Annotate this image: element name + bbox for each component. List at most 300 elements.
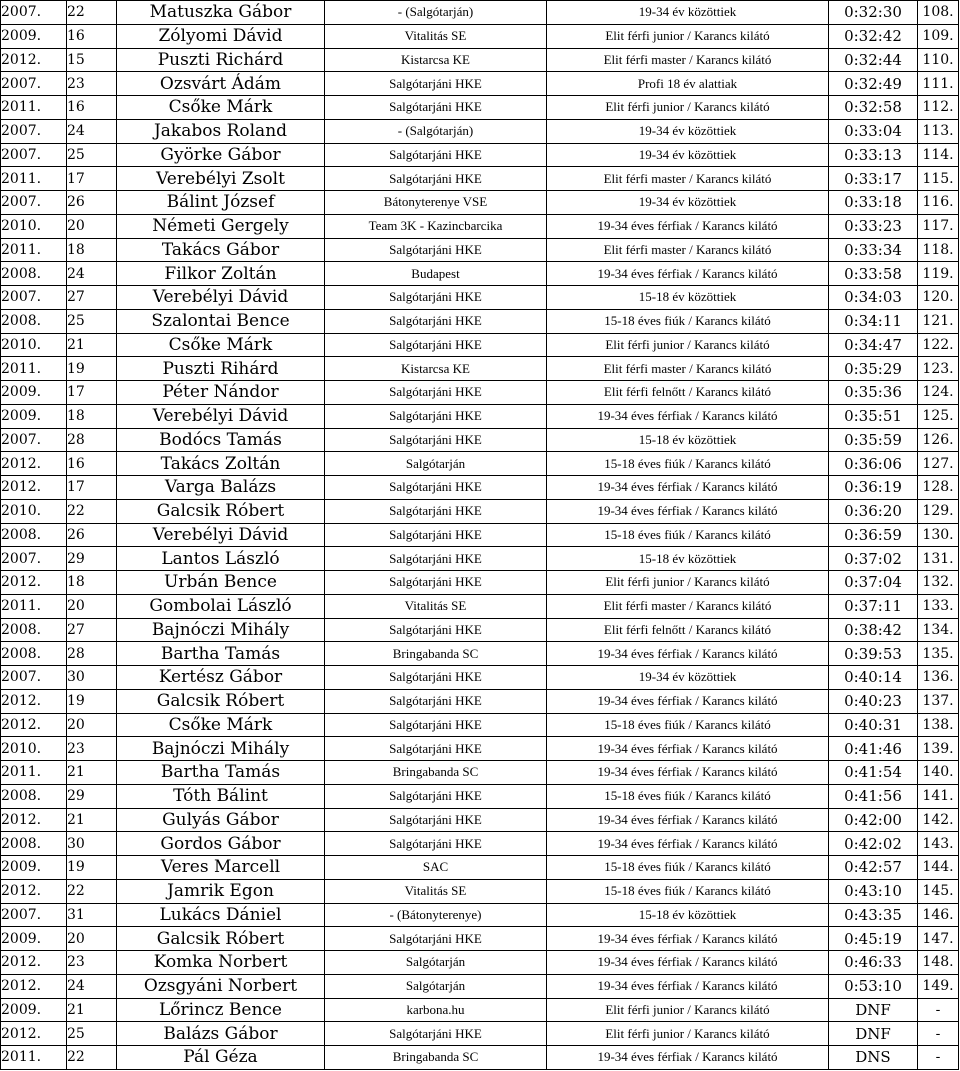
- place-cell: 130.: [918, 523, 959, 547]
- name-cell: Matuszka Gábor: [117, 1, 325, 25]
- table-row: [1, 214, 959, 238]
- club-cell: - (Salgótarján): [325, 119, 547, 143]
- category-cell: Profi 18 év alattiak: [547, 72, 829, 96]
- place-cell: 125.: [918, 404, 959, 428]
- category-cell: 19-34 éves férfiak / Karancs kilátó: [547, 951, 829, 975]
- time-cell: 0:40:23: [829, 689, 918, 713]
- table-row: [1, 594, 959, 618]
- name-cell: Jamrik Egon: [117, 879, 325, 903]
- time-cell: 0:35:51: [829, 404, 918, 428]
- category-cell: 15-18 éves fiúk / Karancs kilátó: [547, 309, 829, 333]
- category-cell: 19-34 éves férfiak / Karancs kilátó: [547, 832, 829, 856]
- year-cell: 2008.: [1, 642, 67, 666]
- number-cell: 29: [67, 547, 117, 571]
- category-cell: 19-34 év közöttiek: [547, 143, 829, 167]
- name-cell: Bartha Tamás: [117, 642, 325, 666]
- time-cell: 0:45:19: [829, 927, 918, 951]
- table-row: [1, 72, 959, 96]
- club-cell: Salgótarjáni HKE: [325, 547, 547, 571]
- place-cell: 124.: [918, 381, 959, 405]
- table-row: [1, 452, 959, 476]
- number-cell: 23: [67, 72, 117, 96]
- club-cell: Team 3K - Kazincbarcika: [325, 214, 547, 238]
- table-row: [1, 784, 959, 808]
- category-cell: Elit férfi felnőtt / Karancs kilátó: [547, 618, 829, 642]
- time-cell: 0:40:31: [829, 713, 918, 737]
- table-row: [1, 48, 959, 72]
- table-row: [1, 309, 959, 333]
- name-cell: Takács Gábor: [117, 238, 325, 262]
- club-cell: Salgótarjáni HKE: [325, 571, 547, 595]
- category-cell: 19-34 éves férfiak / Karancs kilátó: [547, 214, 829, 238]
- place-cell: 109.: [918, 24, 959, 48]
- time-cell: 0:46:33: [829, 951, 918, 975]
- name-cell: Puszti Richárd: [117, 48, 325, 72]
- number-cell: 22: [67, 499, 117, 523]
- club-cell: Bringabanda SC: [325, 761, 547, 785]
- name-cell: Lantos László: [117, 547, 325, 571]
- number-cell: 20: [67, 214, 117, 238]
- number-cell: 15: [67, 48, 117, 72]
- year-cell: 2008.: [1, 309, 67, 333]
- name-cell: Gordos Gábor: [117, 832, 325, 856]
- year-cell: 2009.: [1, 856, 67, 880]
- place-cell: 135.: [918, 642, 959, 666]
- name-cell: Galcsik Róbert: [117, 499, 325, 523]
- place-cell: 138.: [918, 713, 959, 737]
- year-cell: 2011.: [1, 761, 67, 785]
- number-cell: 25: [67, 1022, 117, 1046]
- category-cell: 19-34 éves férfiak / Karancs kilátó: [547, 642, 829, 666]
- club-cell: Salgótarján: [325, 951, 547, 975]
- club-cell: Salgótarjáni HKE: [325, 689, 547, 713]
- time-cell: 0:32:49: [829, 72, 918, 96]
- name-cell: Péter Nándor: [117, 381, 325, 405]
- table-row: [1, 856, 959, 880]
- number-cell: 20: [67, 713, 117, 737]
- time-cell: 0:39:53: [829, 642, 918, 666]
- name-cell: Verebélyi Dávid: [117, 523, 325, 547]
- category-cell: Elit férfi junior / Karancs kilátó: [547, 998, 829, 1022]
- year-cell: 2008.: [1, 523, 67, 547]
- club-cell: SAC: [325, 856, 547, 880]
- category-cell: 15-18 éves fiúk / Karancs kilátó: [547, 856, 829, 880]
- name-cell: Puszti Rihárd: [117, 357, 325, 381]
- year-cell: 2010.: [1, 214, 67, 238]
- club-cell: Salgótarjáni HKE: [325, 523, 547, 547]
- year-cell: 2012.: [1, 48, 67, 72]
- year-cell: 2008.: [1, 262, 67, 286]
- name-cell: Tóth Bálint: [117, 784, 325, 808]
- place-cell: 146.: [918, 903, 959, 927]
- name-cell: Ozsgyáni Norbert: [117, 974, 325, 998]
- time-cell: 0:42:00: [829, 808, 918, 832]
- club-cell: Salgótarjáni HKE: [325, 286, 547, 310]
- name-cell: Csőke Márk: [117, 96, 325, 120]
- place-cell: 114.: [918, 143, 959, 167]
- number-cell: 18: [67, 238, 117, 262]
- time-cell: 0:41:54: [829, 761, 918, 785]
- table-row: [1, 1022, 959, 1046]
- category-cell: 19-34 éves férfiak / Karancs kilátó: [547, 404, 829, 428]
- name-cell: Zólyomi Dávid: [117, 24, 325, 48]
- time-cell: DNF: [829, 998, 918, 1022]
- category-cell: 15-18 éves fiúk / Karancs kilátó: [547, 784, 829, 808]
- time-cell: 0:33:04: [829, 119, 918, 143]
- time-cell: DNF: [829, 1022, 918, 1046]
- number-cell: 18: [67, 571, 117, 595]
- club-cell: Salgótarjáni HKE: [325, 238, 547, 262]
- place-cell: 117.: [918, 214, 959, 238]
- category-cell: 19-34 éves férfiak / Karancs kilátó: [547, 927, 829, 951]
- table-row: [1, 832, 959, 856]
- table-row: [1, 689, 959, 713]
- category-cell: Elit férfi master / Karancs kilátó: [547, 357, 829, 381]
- name-cell: Németi Gergely: [117, 214, 325, 238]
- place-cell: 136.: [918, 666, 959, 690]
- name-cell: Verebélyi Zsolt: [117, 167, 325, 191]
- number-cell: 23: [67, 737, 117, 761]
- table-row: [1, 1, 959, 25]
- place-cell: 129.: [918, 499, 959, 523]
- place-cell: 140.: [918, 761, 959, 785]
- table-row: [1, 1046, 959, 1070]
- year-cell: 2007.: [1, 72, 67, 96]
- place-cell: 133.: [918, 594, 959, 618]
- year-cell: 2011.: [1, 1046, 67, 1070]
- table-row: [1, 761, 959, 785]
- table-row: [1, 808, 959, 832]
- club-cell: Kistarcsa KE: [325, 357, 547, 381]
- table-row: [1, 547, 959, 571]
- time-cell: 0:42:57: [829, 856, 918, 880]
- name-cell: Bodócs Tamás: [117, 428, 325, 452]
- category-cell: 19-34 éves férfiak / Karancs kilátó: [547, 689, 829, 713]
- place-cell: 142.: [918, 808, 959, 832]
- year-cell: 2012.: [1, 879, 67, 903]
- year-cell: 2012.: [1, 808, 67, 832]
- table-row: [1, 428, 959, 452]
- year-cell: 2007.: [1, 119, 67, 143]
- name-cell: Bajnóczi Mihály: [117, 618, 325, 642]
- place-cell: 111.: [918, 72, 959, 96]
- time-cell: 0:35:36: [829, 381, 918, 405]
- number-cell: 16: [67, 96, 117, 120]
- table-row: [1, 951, 959, 975]
- name-cell: Galcsik Róbert: [117, 689, 325, 713]
- year-cell: 2011.: [1, 357, 67, 381]
- club-cell: Salgótarjáni HKE: [325, 404, 547, 428]
- number-cell: 28: [67, 428, 117, 452]
- time-cell: 0:36:20: [829, 499, 918, 523]
- time-cell: 0:36:59: [829, 523, 918, 547]
- name-cell: Gombolai László: [117, 594, 325, 618]
- year-cell: 2007.: [1, 547, 67, 571]
- place-cell: 139.: [918, 737, 959, 761]
- table-row: [1, 333, 959, 357]
- table-row: [1, 404, 959, 428]
- club-cell: Salgótarjáni HKE: [325, 499, 547, 523]
- number-cell: 21: [67, 808, 117, 832]
- time-cell: 0:33:17: [829, 167, 918, 191]
- name-cell: Lőrincz Bence: [117, 998, 325, 1022]
- year-cell: 2011.: [1, 167, 67, 191]
- number-cell: 17: [67, 381, 117, 405]
- place-cell: 113.: [918, 119, 959, 143]
- year-cell: 2012.: [1, 951, 67, 975]
- place-cell: 123.: [918, 357, 959, 381]
- year-cell: 2008.: [1, 784, 67, 808]
- table-row: [1, 96, 959, 120]
- number-cell: 20: [67, 594, 117, 618]
- number-cell: 28: [67, 642, 117, 666]
- name-cell: Filkor Zoltán: [117, 262, 325, 286]
- place-cell: 141.: [918, 784, 959, 808]
- name-cell: Urbán Bence: [117, 571, 325, 595]
- number-cell: 24: [67, 262, 117, 286]
- time-cell: 0:36:06: [829, 452, 918, 476]
- category-cell: 19-34 év közöttiek: [547, 119, 829, 143]
- number-cell: 31: [67, 903, 117, 927]
- name-cell: Galcsik Róbert: [117, 927, 325, 951]
- number-cell: 21: [67, 998, 117, 1022]
- number-cell: 21: [67, 333, 117, 357]
- category-cell: Elit férfi junior / Karancs kilátó: [547, 1022, 829, 1046]
- number-cell: 27: [67, 286, 117, 310]
- category-cell: 19-34 éves férfiak / Karancs kilátó: [547, 974, 829, 998]
- number-cell: 25: [67, 143, 117, 167]
- number-cell: 24: [67, 119, 117, 143]
- category-cell: Elit férfi junior / Karancs kilátó: [547, 24, 829, 48]
- table-row: [1, 499, 959, 523]
- number-cell: 18: [67, 404, 117, 428]
- club-cell: - (Salgótarján): [325, 1, 547, 25]
- category-cell: Elit férfi master / Karancs kilátó: [547, 167, 829, 191]
- club-cell: Salgótarjáni HKE: [325, 72, 547, 96]
- year-cell: 2007.: [1, 903, 67, 927]
- year-cell: 2012.: [1, 974, 67, 998]
- category-cell: 15-18 éves fiúk / Karancs kilátó: [547, 713, 829, 737]
- number-cell: 27: [67, 618, 117, 642]
- category-cell: 19-34 éves férfiak / Karancs kilátó: [547, 476, 829, 500]
- place-cell: 116.: [918, 191, 959, 215]
- category-cell: Elit férfi master / Karancs kilátó: [547, 238, 829, 262]
- table-row: [1, 618, 959, 642]
- club-cell: Salgótarjáni HKE: [325, 167, 547, 191]
- place-cell: 137.: [918, 689, 959, 713]
- table-row: [1, 523, 959, 547]
- club-cell: Bringabanda SC: [325, 1046, 547, 1070]
- place-cell: 127.: [918, 452, 959, 476]
- number-cell: 19: [67, 357, 117, 381]
- number-cell: 19: [67, 689, 117, 713]
- number-cell: 24: [67, 974, 117, 998]
- name-cell: Bajnóczi Mihály: [117, 737, 325, 761]
- club-cell: Salgótarján: [325, 974, 547, 998]
- time-cell: 0:38:42: [829, 618, 918, 642]
- number-cell: 20: [67, 927, 117, 951]
- table-row: [1, 879, 959, 903]
- name-cell: Verebélyi Dávid: [117, 404, 325, 428]
- year-cell: 2010.: [1, 737, 67, 761]
- place-cell: 112.: [918, 96, 959, 120]
- club-cell: Salgótarjáni HKE: [325, 713, 547, 737]
- year-cell: 2012.: [1, 571, 67, 595]
- category-cell: 15-18 éves fiúk / Karancs kilátó: [547, 879, 829, 903]
- club-cell: - (Bátonyterenye): [325, 903, 547, 927]
- name-cell: Pál Géza: [117, 1046, 325, 1070]
- table-row: [1, 927, 959, 951]
- name-cell: Ozsvárt Ádám: [117, 72, 325, 96]
- time-cell: 0:43:10: [829, 879, 918, 903]
- category-cell: Elit férfi felnőtt / Karancs kilátó: [547, 381, 829, 405]
- time-cell: 0:40:14: [829, 666, 918, 690]
- place-cell: 110.: [918, 48, 959, 72]
- place-cell: 108.: [918, 1, 959, 25]
- club-cell: Salgótarjáni HKE: [325, 476, 547, 500]
- club-cell: Vitalitás SE: [325, 879, 547, 903]
- year-cell: 2007.: [1, 286, 67, 310]
- club-cell: Bátonyterenye VSE: [325, 191, 547, 215]
- club-cell: Salgótarjáni HKE: [325, 143, 547, 167]
- category-cell: 19-34 év közöttiek: [547, 1, 829, 25]
- year-cell: 2007.: [1, 666, 67, 690]
- year-cell: 2007.: [1, 191, 67, 215]
- place-cell: 120.: [918, 286, 959, 310]
- place-cell: 115.: [918, 167, 959, 191]
- table-row: [1, 262, 959, 286]
- club-cell: Vitalitás SE: [325, 24, 547, 48]
- year-cell: 2007.: [1, 428, 67, 452]
- year-cell: 2012.: [1, 713, 67, 737]
- place-cell: 134.: [918, 618, 959, 642]
- name-cell: Kertész Gábor: [117, 666, 325, 690]
- place-cell: 147.: [918, 927, 959, 951]
- year-cell: 2009.: [1, 381, 67, 405]
- category-cell: 19-34 éves férfiak / Karancs kilátó: [547, 737, 829, 761]
- category-cell: 19-34 éves férfiak / Karancs kilátó: [547, 499, 829, 523]
- number-cell: 30: [67, 666, 117, 690]
- club-cell: karbona.hu: [325, 998, 547, 1022]
- table-row: [1, 381, 959, 405]
- place-cell: 145.: [918, 879, 959, 903]
- time-cell: 0:42:02: [829, 832, 918, 856]
- name-cell: Szalontai Bence: [117, 309, 325, 333]
- category-cell: 15-18 év közöttiek: [547, 547, 829, 571]
- name-cell: Bálint József: [117, 191, 325, 215]
- place-cell: 121.: [918, 309, 959, 333]
- club-cell: Salgótarjáni HKE: [325, 96, 547, 120]
- table-row: [1, 24, 959, 48]
- time-cell: 0:53:10: [829, 974, 918, 998]
- category-cell: Elit férfi master / Karancs kilátó: [547, 48, 829, 72]
- number-cell: 16: [67, 452, 117, 476]
- category-cell: 15-18 éves fiúk / Karancs kilátó: [547, 523, 829, 547]
- year-cell: 2012.: [1, 1022, 67, 1046]
- category-cell: Elit férfi junior / Karancs kilátó: [547, 96, 829, 120]
- club-cell: Budapest: [325, 262, 547, 286]
- time-cell: 0:32:30: [829, 1, 918, 25]
- club-cell: Salgótarjáni HKE: [325, 333, 547, 357]
- name-cell: Varga Balázs: [117, 476, 325, 500]
- category-cell: 19-34 év közöttiek: [547, 666, 829, 690]
- name-cell: Gulyás Gábor: [117, 808, 325, 832]
- year-cell: 2008.: [1, 832, 67, 856]
- year-cell: 2012.: [1, 476, 67, 500]
- name-cell: Jakabos Roland: [117, 119, 325, 143]
- place-cell: 118.: [918, 238, 959, 262]
- time-cell: 0:32:44: [829, 48, 918, 72]
- category-cell: 19-34 éves férfiak / Karancs kilátó: [547, 1046, 829, 1070]
- club-cell: Salgótarjáni HKE: [325, 1022, 547, 1046]
- club-cell: Salgótarjáni HKE: [325, 808, 547, 832]
- category-cell: 19-34 éves férfiak / Karancs kilátó: [547, 262, 829, 286]
- number-cell: 25: [67, 309, 117, 333]
- name-cell: Balázs Gábor: [117, 1022, 325, 1046]
- place-cell: -: [918, 1022, 959, 1046]
- year-cell: 2009.: [1, 404, 67, 428]
- table-row: [1, 737, 959, 761]
- number-cell: 26: [67, 191, 117, 215]
- table-row: [1, 143, 959, 167]
- number-cell: 22: [67, 879, 117, 903]
- year-cell: 2012.: [1, 689, 67, 713]
- time-cell: 0:37:04: [829, 571, 918, 595]
- name-cell: Verebélyi Dávid: [117, 286, 325, 310]
- table-row: [1, 238, 959, 262]
- time-cell: 0:32:58: [829, 96, 918, 120]
- time-cell: 0:37:11: [829, 594, 918, 618]
- place-cell: 131.: [918, 547, 959, 571]
- time-cell: 0:41:56: [829, 784, 918, 808]
- club-cell: Salgótarjáni HKE: [325, 618, 547, 642]
- category-cell: 15-18 év közöttiek: [547, 903, 829, 927]
- table-row: [1, 571, 959, 595]
- category-cell: 19-34 év közöttiek: [547, 191, 829, 215]
- time-cell: 0:33:34: [829, 238, 918, 262]
- name-cell: Takács Zoltán: [117, 452, 325, 476]
- place-cell: -: [918, 998, 959, 1022]
- number-cell: 17: [67, 167, 117, 191]
- club-cell: Salgótarjáni HKE: [325, 927, 547, 951]
- year-cell: 2007.: [1, 1, 67, 25]
- name-cell: Lukács Dániel: [117, 903, 325, 927]
- name-cell: Komka Norbert: [117, 951, 325, 975]
- year-cell: 2011.: [1, 238, 67, 262]
- club-cell: Kistarcsa KE: [325, 48, 547, 72]
- table-row: [1, 713, 959, 737]
- place-cell: 144.: [918, 856, 959, 880]
- category-cell: 15-18 éves fiúk / Karancs kilátó: [547, 452, 829, 476]
- category-cell: 19-34 éves férfiak / Karancs kilátó: [547, 761, 829, 785]
- table-row: [1, 167, 959, 191]
- club-cell: Salgótarjáni HKE: [325, 832, 547, 856]
- time-cell: 0:35:29: [829, 357, 918, 381]
- year-cell: 2010.: [1, 499, 67, 523]
- name-cell: Bartha Tamás: [117, 761, 325, 785]
- club-cell: Salgótarjáni HKE: [325, 309, 547, 333]
- year-cell: 2009.: [1, 24, 67, 48]
- place-cell: 132.: [918, 571, 959, 595]
- place-cell: -: [918, 1046, 959, 1070]
- time-cell: DNS: [829, 1046, 918, 1070]
- place-cell: 148.: [918, 951, 959, 975]
- category-cell: Elit férfi junior / Karancs kilátó: [547, 571, 829, 595]
- time-cell: 0:33:18: [829, 191, 918, 215]
- year-cell: 2011.: [1, 594, 67, 618]
- time-cell: 0:34:47: [829, 333, 918, 357]
- time-cell: 0:36:19: [829, 476, 918, 500]
